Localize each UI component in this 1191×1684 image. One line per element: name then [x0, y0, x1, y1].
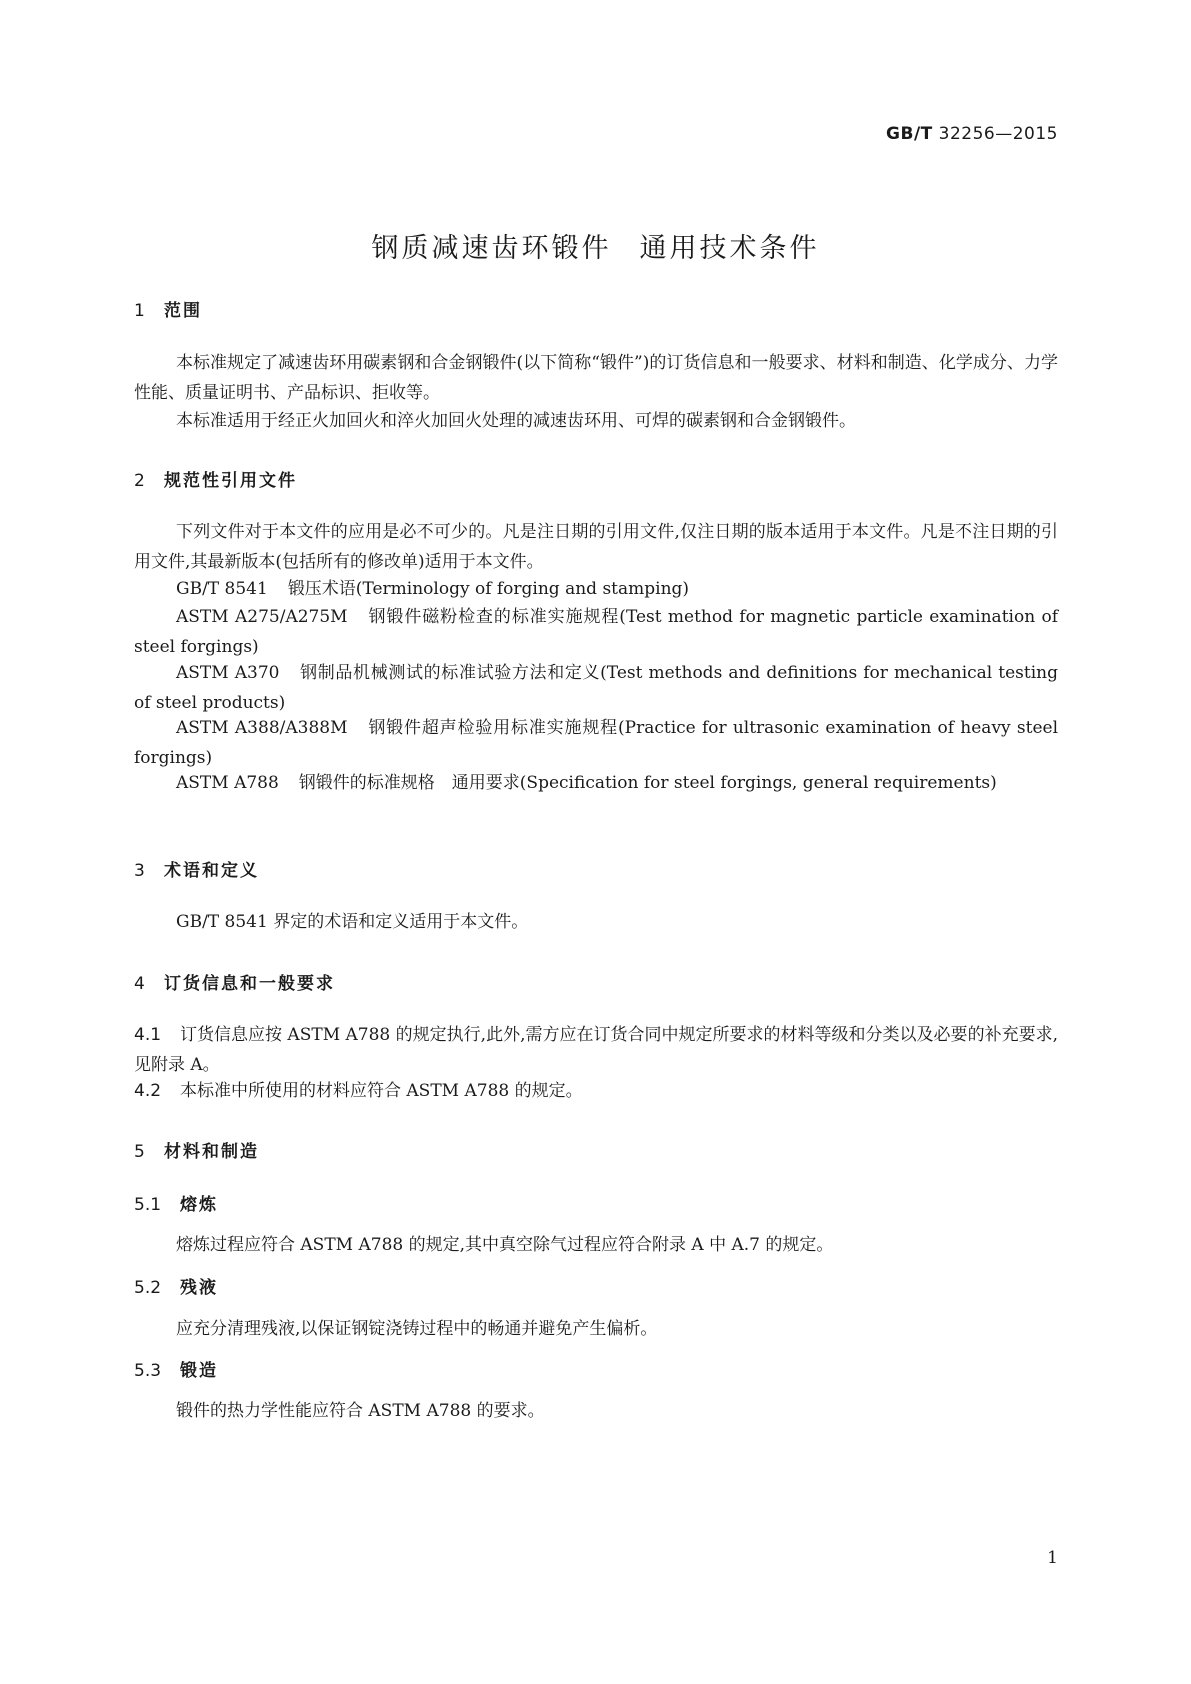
- section-1-heading: [134, 296, 202, 321]
- reference-text: 锻压术语(Terminology of forging and stamping): [287, 579, 690, 599]
- section-title: 订货信息和一般要求: [164, 974, 335, 994]
- reference-code: ASTM A275/A275M: [176, 607, 348, 627]
- subsection-title: 熔炼: [180, 1195, 218, 1215]
- section-4-heading: [134, 969, 335, 994]
- standard-number: [886, 124, 1058, 144]
- reference-text: 钢锻件超声检验用标准实施规程(Practice for ultrasonic examination of heavy steel forgings): [134, 718, 1059, 768]
- clause-4-1: [134, 1020, 1058, 1080]
- subsection-5-3-text: 锻件的热力学性能应符合 ASTM A788 的要求。: [176, 1401, 545, 1421]
- document-title: [0, 226, 1191, 265]
- section-title: 术语和定义: [164, 861, 259, 881]
- clause-text: 订货信息应按 ASTM A788 的规定执行,此外,需方应在订货合同中规定所要求的材料等级和分类以及必要的补充要求,见附录 A。: [134, 1025, 1058, 1075]
- reference-code: GB/T 8541: [176, 579, 268, 599]
- reference-code: ASTM A788: [176, 773, 279, 793]
- section-title: 材料和制造: [164, 1142, 259, 1162]
- section-5-heading: [134, 1137, 259, 1162]
- reference-item: [134, 658, 1058, 718]
- section-number: 2: [134, 471, 145, 491]
- reference-item: [134, 602, 1058, 662]
- section-number: 1: [134, 301, 145, 321]
- subsection-number: 5.2: [134, 1278, 162, 1298]
- section-2-heading: [134, 466, 297, 491]
- section-number: 4: [134, 974, 145, 994]
- subsection-title: 锻造: [180, 1361, 218, 1381]
- reference-item: [134, 713, 1058, 773]
- section-number: 3: [134, 861, 145, 881]
- section-3-heading: [134, 856, 259, 881]
- reference-item: [134, 768, 1058, 798]
- reference-code: ASTM A388/A388M: [176, 718, 348, 738]
- std-prefix: GB/T: [886, 124, 933, 144]
- subsection-5-2-heading: [134, 1273, 218, 1298]
- section-title: 规范性引用文件: [164, 471, 297, 491]
- reference-text: 钢锻件磁粉检查的标准实施规程(Test method for magnetic particle examination of steel forgings): [134, 607, 1058, 657]
- title-part2: 通用技术条件: [639, 233, 820, 264]
- section-2-intro: 下列文件对于本文件的应用是必不可少的。凡是注日期的引用文件,仅注日期的版本适用于本文件。凡是不注日期的引用文件,其最新版本(包括所有的修改单)适用于本文件。: [134, 522, 1058, 572]
- clause-number: 4.1: [134, 1025, 162, 1045]
- section-1-paragraph-2: 本标准适用于经正火加回火和淬火加回火处理的减速齿环用、可焊的碳素钢和合金钢锻件。: [176, 411, 856, 431]
- reference-text: 钢锻件的标准规格 通用要求(Specification for steel forgings, general requirements): [298, 773, 997, 793]
- reference-code: ASTM A370: [176, 663, 280, 683]
- std-number: 32256—2015: [938, 124, 1058, 144]
- title-part1: 钢质减速齿环锻件: [371, 233, 612, 264]
- subsection-5-3-heading: [134, 1356, 218, 1381]
- subsection-number: 5.3: [134, 1361, 162, 1381]
- subsection-5-1-heading: [134, 1190, 218, 1215]
- subsection-5-1-text: 熔炼过程应符合 ASTM A788 的规定,其中真空除气过程应符合附录 A 中 A.7 的规定。: [176, 1235, 834, 1255]
- reference-item: [134, 574, 1058, 604]
- section-title: 范围: [164, 301, 202, 321]
- subsection-title: 残液: [180, 1278, 218, 1298]
- section-3-paragraph: GB/T 8541 界定的术语和定义适用于本文件。: [176, 912, 529, 932]
- clause-text: 本标准中所使用的材料应符合 ASTM A788 的规定。: [180, 1081, 583, 1101]
- subsection-number: 5.1: [134, 1195, 162, 1215]
- reference-text: 钢制品机械测试的标准试验方法和定义(Test methods and definitions for mechanical testing of steel products): [134, 663, 1059, 713]
- subsection-5-2-text: 应充分清理残液,以保证钢锭浇铸过程中的畅通并避免产生偏析。: [176, 1319, 658, 1339]
- section-number: 5: [134, 1142, 145, 1162]
- page-number: 1: [1047, 1548, 1058, 1568]
- section-1-paragraph-1: 本标准规定了减速齿环用碳素钢和合金钢锻件(以下简称“锻件”)的订货信息和一般要求、材料和制造、化学成分、力学性能、质量证明书、产品标识、拒收等。: [134, 353, 1058, 403]
- clause-4-2: [134, 1076, 1058, 1106]
- clause-number: 4.2: [134, 1081, 162, 1101]
